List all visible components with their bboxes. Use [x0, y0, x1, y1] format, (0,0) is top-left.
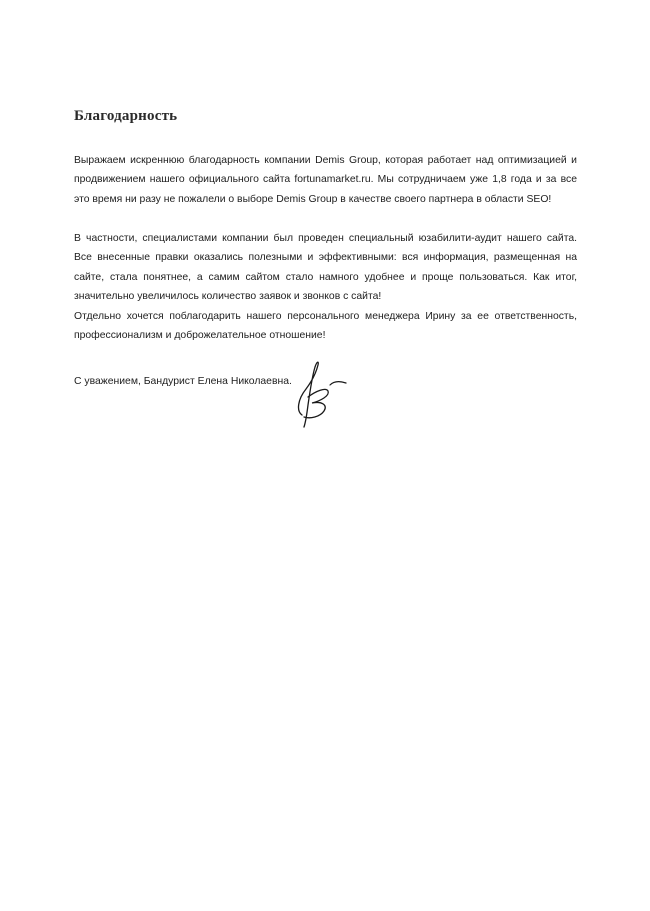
letter-title: Благодарность — [74, 108, 178, 124]
letter-paragraph: В частности, специалистами компании был проведен специальный юзабилити-аудит нашего сайта. Все внесенные правки оказались полезными и эффективными: вся информация, размещенная на сайте, стала понятнее, а самим сайтом стало намного удобнее и проще пользоваться. Как итог, значительно увеличилось количество заявок и звонков с сайта! — [74, 233, 577, 302]
letter-paragraph: Отдельно хочется поблагодарить нашего персонального менеджера Ирину за ее ответственность, профессионализм и доброжелательное отношение! — [74, 311, 577, 342]
handwritten-signature — [288, 355, 368, 435]
closing-line: С уважением, Бандурист Елена Николаевна. — [74, 376, 292, 387]
letter-paragraph: Выражаем искреннюю благодарность компании Demis Group, которая работает над оптимизацией и продвижением нашего официального сайта fortunamarket.ru. Мы сотрудничаем уже 1,8 года и за все это время ни разу не пожалели о выборе Demis Group в качестве своего партнера в области SEO! — [74, 155, 577, 205]
